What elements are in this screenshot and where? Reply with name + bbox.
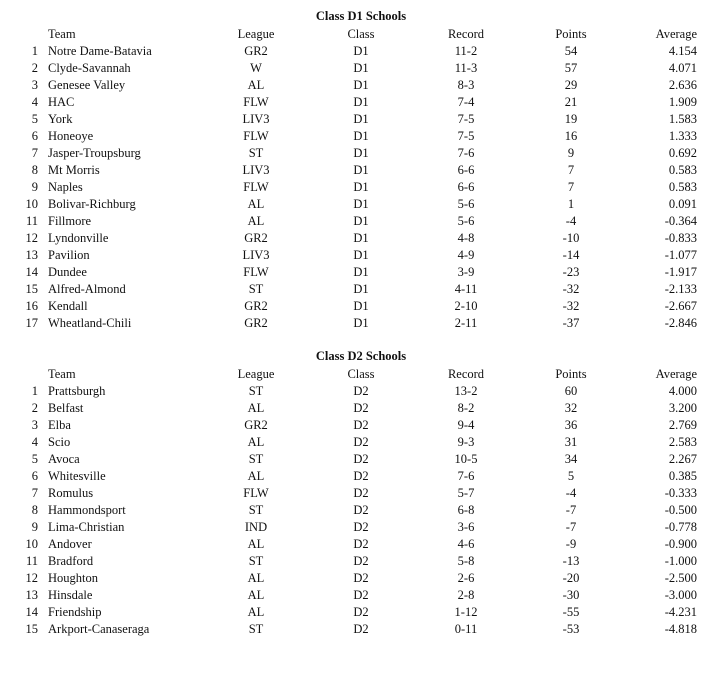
column-header-class: Class [347, 367, 375, 381]
table-row [0, 383, 726, 400]
average-cell: 0.583 [668, 163, 697, 177]
average-cell: 4.154 [668, 44, 697, 58]
record-cell: 9-3 [457, 435, 475, 449]
average-cell: -0.778 [664, 520, 697, 534]
league-cell: AL [247, 78, 265, 92]
column-header-average: Average [655, 367, 697, 381]
class-cell: D2 [353, 469, 369, 483]
table-row [0, 213, 726, 230]
class-cell: D1 [353, 214, 369, 228]
class-cell: D2 [353, 435, 369, 449]
record-cell: 5-6 [457, 214, 475, 228]
team-cell: Lima-Christian [48, 520, 125, 534]
team-cell: Mt Morris [48, 163, 100, 177]
class-d1-table [0, 26, 726, 332]
league-cell: GR2 [244, 316, 268, 330]
points-cell: -14 [562, 248, 580, 262]
team-cell: Lyndonville [48, 231, 109, 245]
league-cell: AL [247, 469, 265, 483]
class-cell: D2 [353, 486, 369, 500]
record-cell: 8-2 [457, 401, 475, 415]
table-row [0, 621, 726, 638]
column-header-points: Points [555, 27, 587, 41]
points-cell: 7 [567, 163, 575, 177]
rank-cell: 7 [31, 146, 38, 160]
table-row [0, 111, 726, 128]
class-cell: D1 [353, 112, 369, 126]
record-cell: 9-4 [457, 418, 475, 432]
table-row [0, 519, 726, 536]
average-cell: -0.900 [664, 537, 697, 551]
points-cell: 54 [564, 44, 578, 58]
average-cell: 4.071 [668, 61, 697, 75]
rank-cell: 11 [25, 214, 38, 228]
class-cell: D1 [353, 78, 369, 92]
average-cell: 2.583 [668, 435, 697, 449]
league-cell: GR2 [244, 418, 268, 432]
rank-cell: 9 [31, 520, 38, 534]
class-cell: D2 [353, 384, 369, 398]
average-cell: 1.583 [668, 112, 697, 126]
team-cell: Elba [48, 418, 71, 432]
class-cell: D1 [353, 146, 369, 160]
average-cell: 2.769 [668, 418, 697, 432]
record-cell: 6-6 [457, 163, 475, 177]
team-cell: Houghton [48, 571, 98, 585]
rank-cell: 12 [25, 571, 38, 585]
column-header-average: Average [655, 27, 697, 41]
average-cell: 0.091 [668, 197, 697, 211]
rank-cell: 13 [25, 248, 38, 262]
team-cell: Clyde-Savannah [48, 61, 131, 75]
points-cell: -30 [562, 588, 580, 602]
points-cell: 60 [564, 384, 578, 398]
table-row [0, 128, 726, 145]
class-d2-title: Class D2 Schools [315, 349, 407, 363]
class-cell: D1 [353, 316, 369, 330]
rank-cell: 7 [31, 486, 38, 500]
points-cell: -13 [562, 554, 580, 568]
points-cell: 9 [567, 146, 575, 160]
average-cell: 0.692 [668, 146, 697, 160]
rank-cell: 8 [31, 503, 38, 517]
average-cell: 2.267 [668, 452, 697, 466]
points-cell: -9 [565, 537, 577, 551]
rank-cell: 6 [31, 469, 38, 483]
table-row [0, 434, 726, 451]
league-cell: GR2 [244, 299, 268, 313]
rank-cell: 10 [25, 197, 38, 211]
record-cell: 5-7 [457, 486, 475, 500]
average-cell: 0.583 [668, 180, 697, 194]
record-cell: 5-6 [457, 197, 475, 211]
class-cell: D2 [353, 605, 369, 619]
league-cell: IND [244, 520, 268, 534]
record-cell: 4-11 [454, 282, 478, 296]
class-cell: D1 [353, 231, 369, 245]
class-cell: D1 [353, 44, 369, 58]
rank-cell: 5 [31, 112, 38, 126]
points-cell: -7 [565, 520, 577, 534]
class-cell: D1 [353, 282, 369, 296]
average-cell: -2.500 [664, 571, 697, 585]
rank-cell: 13 [25, 588, 38, 602]
league-cell: AL [247, 197, 265, 211]
team-cell: Arkport-Canaseraga [48, 622, 150, 636]
table-row [0, 485, 726, 502]
record-cell: 4-8 [457, 231, 475, 245]
table-row [0, 417, 726, 434]
record-cell: 7-5 [457, 129, 475, 143]
team-cell: Avoca [48, 452, 80, 466]
team-cell: Bradford [48, 554, 94, 568]
league-cell: FLW [243, 486, 269, 500]
points-cell: 19 [564, 112, 578, 126]
table-row [0, 264, 726, 281]
league-cell: AL [247, 401, 265, 415]
team-cell: York [48, 112, 73, 126]
league-cell: FLW [243, 95, 269, 109]
class-cell: D2 [353, 571, 369, 585]
team-cell: Honeoye [48, 129, 94, 143]
team-cell: Genesee Valley [48, 78, 126, 92]
league-cell: FLW [243, 129, 269, 143]
points-cell: -10 [562, 231, 580, 245]
league-cell: AL [247, 435, 265, 449]
record-cell: 2-10 [454, 299, 478, 313]
rank-cell: 3 [31, 78, 38, 92]
rank-cell: 2 [31, 401, 38, 415]
league-cell: ST [248, 146, 264, 160]
rank-cell: 9 [31, 180, 38, 194]
points-cell: -32 [562, 282, 580, 296]
rank-cell: 11 [25, 554, 38, 568]
column-header-team: Team [48, 27, 76, 41]
team-cell: HAC [48, 95, 75, 109]
league-cell: FLW [243, 180, 269, 194]
league-cell: AL [247, 571, 265, 585]
rank-cell: 15 [25, 622, 38, 636]
average-cell: -0.833 [664, 231, 697, 245]
average-cell: -2.846 [664, 316, 697, 330]
team-cell: Belfast [48, 401, 84, 415]
record-cell: 7-4 [457, 95, 475, 109]
rank-cell: 14 [25, 265, 38, 279]
record-cell: 2-6 [457, 571, 475, 585]
record-cell: 11-2 [454, 44, 478, 58]
table-row [0, 536, 726, 553]
record-cell: 5-8 [457, 554, 475, 568]
column-header-league: League [237, 367, 275, 381]
team-cell: Scio [48, 435, 71, 449]
rank-cell: 2 [31, 61, 38, 75]
points-cell: -32 [562, 299, 580, 313]
class-cell: D1 [353, 180, 369, 194]
class-cell: D2 [353, 401, 369, 415]
record-cell: 2-11 [454, 316, 478, 330]
points-cell: 21 [564, 95, 578, 109]
rank-cell: 16 [25, 299, 38, 313]
table-row [0, 451, 726, 468]
rank-cell: 1 [31, 44, 38, 58]
class-cell: D1 [353, 248, 369, 262]
table-row [0, 553, 726, 570]
class-cell: D1 [353, 197, 369, 211]
team-cell: Wheatland-Chili [48, 316, 132, 330]
class-cell: D1 [353, 61, 369, 75]
record-cell: 3-6 [457, 520, 475, 534]
league-cell: AL [247, 214, 265, 228]
team-cell: Pavilion [48, 248, 90, 262]
table-header-row [0, 26, 726, 43]
column-header-points: Points [555, 367, 587, 381]
column-header-record: Record [447, 367, 485, 381]
points-cell: -53 [562, 622, 580, 636]
table-row [0, 298, 726, 315]
record-cell: 13-2 [454, 384, 478, 398]
points-cell: 16 [564, 129, 578, 143]
record-cell: 7-6 [457, 146, 475, 160]
record-cell: 10-5 [454, 452, 478, 466]
average-cell: -0.500 [664, 503, 697, 517]
record-cell: 7-6 [457, 469, 475, 483]
class-cell: D1 [353, 129, 369, 143]
team-cell: Prattsburgh [48, 384, 106, 398]
table-row [0, 247, 726, 264]
average-cell: -2.667 [664, 299, 697, 313]
team-cell: Notre Dame-Batavia [48, 44, 152, 58]
table-row [0, 502, 726, 519]
average-cell: -4.818 [664, 622, 697, 636]
rank-cell: 15 [25, 282, 38, 296]
team-cell: Naples [48, 180, 83, 194]
column-header-league: League [237, 27, 275, 41]
team-cell: Whitesville [48, 469, 106, 483]
rank-cell: 1 [31, 384, 38, 398]
class-d1-title: Class D1 Schools [315, 9, 407, 23]
record-cell: 3-9 [457, 265, 475, 279]
class-d2-table [0, 366, 726, 638]
points-cell: -23 [562, 265, 580, 279]
league-cell: AL [247, 588, 265, 602]
points-cell: -20 [562, 571, 580, 585]
points-cell: 57 [564, 61, 578, 75]
points-cell: 7 [567, 180, 575, 194]
team-cell: Bolivar-Richburg [48, 197, 136, 211]
average-cell: 3.200 [668, 401, 697, 415]
league-cell: LIV3 [242, 112, 270, 126]
average-cell: -1.917 [664, 265, 697, 279]
rank-cell: 14 [25, 605, 38, 619]
table-row [0, 77, 726, 94]
table-row [0, 94, 726, 111]
table-row [0, 468, 726, 485]
table-row [0, 315, 726, 332]
points-cell: -4 [565, 214, 577, 228]
points-cell: 5 [567, 469, 575, 483]
league-cell: GR2 [244, 231, 268, 245]
class-cell: D1 [353, 299, 369, 313]
team-cell: Friendship [48, 605, 102, 619]
class-cell: D2 [353, 418, 369, 432]
rank-cell: 12 [25, 231, 38, 245]
team-cell: Andover [48, 537, 92, 551]
record-cell: 11-3 [454, 61, 478, 75]
class-cell: D2 [353, 622, 369, 636]
record-cell: 4-6 [457, 537, 475, 551]
league-cell: ST [248, 282, 264, 296]
average-cell: 2.636 [668, 78, 697, 92]
team-cell: Jasper-Troupsburg [48, 146, 141, 160]
league-cell: FLW [243, 265, 269, 279]
team-cell: Hinsdale [48, 588, 93, 602]
table-row [0, 196, 726, 213]
points-cell: 32 [564, 401, 578, 415]
average-cell: -1.077 [664, 248, 697, 262]
average-cell: -0.333 [664, 486, 697, 500]
average-cell: -0.364 [664, 214, 697, 228]
rank-cell: 3 [31, 418, 38, 432]
table-row [0, 43, 726, 60]
average-cell: -2.133 [664, 282, 697, 296]
team-cell: Dundee [48, 265, 87, 279]
class-cell: D1 [353, 265, 369, 279]
rank-cell: 6 [31, 129, 38, 143]
record-cell: 0-11 [454, 622, 478, 636]
table-row [0, 230, 726, 247]
table-row [0, 162, 726, 179]
rank-cell: 5 [31, 452, 38, 466]
league-cell: ST [248, 554, 264, 568]
table-row [0, 604, 726, 621]
league-cell: GR2 [244, 44, 268, 58]
rank-cell: 8 [31, 163, 38, 177]
class-cell: D1 [353, 163, 369, 177]
class-cell: D2 [353, 554, 369, 568]
league-cell: ST [248, 384, 264, 398]
class-cell: D2 [353, 537, 369, 551]
team-cell: Fillmore [48, 214, 92, 228]
team-cell: Hammondsport [48, 503, 126, 517]
points-cell: -4 [565, 486, 577, 500]
record-cell: 4-9 [457, 248, 475, 262]
column-header-class: Class [347, 27, 375, 41]
league-cell: LIV3 [242, 163, 270, 177]
column-header-record: Record [447, 27, 485, 41]
class-cell: D2 [353, 588, 369, 602]
points-cell: 34 [564, 452, 578, 466]
average-cell: -3.000 [664, 588, 697, 602]
rank-cell: 4 [31, 95, 38, 109]
rank-cell: 4 [31, 435, 38, 449]
class-cell: D1 [353, 95, 369, 109]
table-row [0, 400, 726, 417]
points-cell: 31 [564, 435, 578, 449]
league-cell: ST [248, 503, 264, 517]
points-cell: 1 [567, 197, 575, 211]
table-row [0, 145, 726, 162]
points-cell: -55 [562, 605, 580, 619]
points-cell: 36 [564, 418, 578, 432]
points-cell: 29 [564, 78, 578, 92]
table-row [0, 587, 726, 604]
team-cell: Kendall [48, 299, 88, 313]
league-cell: LIV3 [242, 248, 270, 262]
class-cell: D2 [353, 452, 369, 466]
average-cell: 1.333 [668, 129, 697, 143]
league-cell: W [250, 61, 262, 75]
average-cell: 4.000 [668, 384, 697, 398]
average-cell: 1.909 [668, 95, 697, 109]
record-cell: 6-6 [457, 180, 475, 194]
league-cell: AL [247, 537, 265, 551]
table-header-row [0, 366, 726, 383]
class-cell: D2 [353, 520, 369, 534]
team-cell: Romulus [48, 486, 94, 500]
points-cell: -7 [565, 503, 577, 517]
rank-cell: 17 [25, 316, 38, 330]
league-cell: ST [248, 622, 264, 636]
table-row [0, 179, 726, 196]
league-cell: AL [247, 605, 265, 619]
column-header-team: Team [48, 367, 76, 381]
table-row [0, 60, 726, 77]
rank-cell: 10 [25, 537, 38, 551]
table-row [0, 570, 726, 587]
record-cell: 8-3 [457, 78, 475, 92]
record-cell: 2-8 [457, 588, 475, 602]
table-row [0, 281, 726, 298]
league-cell: ST [248, 452, 264, 466]
record-cell: 1-12 [454, 605, 478, 619]
class-cell: D2 [353, 503, 369, 517]
average-cell: -4.231 [664, 605, 697, 619]
record-cell: 6-8 [457, 503, 475, 517]
record-cell: 7-5 [457, 112, 475, 126]
average-cell: 0.385 [668, 469, 697, 483]
team-cell: Alfred-Almond [48, 282, 126, 296]
points-cell: -37 [562, 316, 580, 330]
average-cell: -1.000 [664, 554, 697, 568]
